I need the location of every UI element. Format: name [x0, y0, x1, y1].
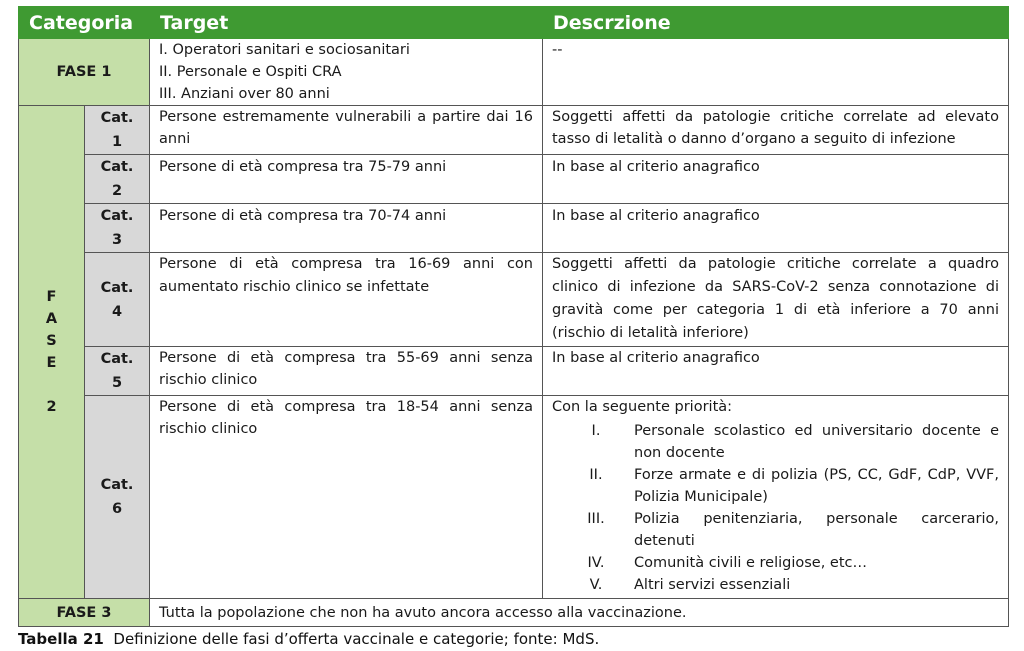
priority-number: II.	[589, 467, 603, 483]
priority-item	[552, 464, 999, 508]
fase1-target-line: I. Operatori sanitari e sociosanitari	[159, 42, 410, 58]
table-row-cat1	[19, 106, 1009, 155]
fase2-letter: E	[46, 355, 57, 371]
cat4-target: Persone di età compresa tra 16-69 anni con aumentato rischio clinico se infettate	[150, 253, 543, 347]
header-target: Target	[150, 7, 543, 39]
fase2-label	[19, 106, 85, 599]
priority-number: III.	[587, 511, 605, 527]
vaccination-phases-table	[18, 6, 1009, 627]
fase1-label: FASE 1	[19, 39, 150, 106]
cat1-target: Persone estremamente vulnerabili a partire dai 16 anni	[150, 106, 543, 155]
cat3-target: Persone di età compresa tra 70-74 anni	[150, 204, 543, 253]
cat5-target: Persone di età compresa tra 55-69 anni senza rischio clinico	[150, 347, 543, 396]
cat-label	[85, 396, 150, 599]
cat-word: Cat.	[100, 110, 134, 126]
cat-label	[85, 155, 150, 204]
cat5-descrizione: In base al criterio anagrafico	[543, 347, 1009, 396]
cat-number: 6	[111, 501, 123, 517]
priority-text: Comunità civili e religiose, etc…	[634, 555, 868, 571]
cat-number: 3	[111, 232, 123, 248]
cat3-descrizione: In base al criterio anagrafico	[543, 204, 1009, 253]
priority-number: I.	[591, 423, 601, 439]
fase3-label: FASE 3	[19, 599, 150, 627]
table-caption	[18, 630, 1008, 648]
caption-label: Tabella 21	[18, 630, 104, 648]
cat-word: Cat.	[100, 208, 134, 224]
caption-text: Definizione delle fasi d’offerta vaccinale e categorie; fonte: MdS.	[113, 630, 600, 648]
priority-number: V.	[589, 577, 603, 593]
cat-label	[85, 347, 150, 396]
cat-word: Cat.	[100, 477, 134, 493]
cat-number: 5	[111, 375, 123, 391]
table-row-fase3	[19, 599, 1009, 627]
table-row-cat3	[19, 204, 1009, 253]
fase3-text: Tutta la popolazione che non ha avuto ancora accesso alla vaccinazione.	[150, 599, 1009, 627]
priority-item	[552, 574, 999, 596]
cat-label	[85, 253, 150, 347]
cat-word: Cat.	[100, 279, 134, 296]
cat2-target: Persone di età compresa tra 75-79 anni	[150, 155, 543, 204]
cat-number: 2	[111, 183, 123, 199]
fase2-number: 2	[46, 399, 57, 415]
header-descrizione: Descrzione	[543, 7, 1009, 39]
cat2-descrizione: In base al criterio anagrafico	[543, 155, 1009, 204]
fase2-letter: A	[45, 311, 58, 327]
cat-label	[85, 106, 150, 155]
table-row-cat4	[19, 253, 1009, 347]
priority-item	[552, 420, 999, 464]
priority-text: Polizia penitenziaria, personale carcerario, detenuti	[634, 511, 999, 549]
cat-word: Cat.	[100, 351, 134, 367]
fase1-target-line: II. Personale e Ospiti CRA	[159, 64, 342, 80]
priority-text: Forze armate e di polizia (PS, CC, GdF, CdP, VVF, Polizia Municipale)	[634, 467, 999, 505]
cat6-descrizione	[543, 396, 1009, 599]
fase1-target	[150, 39, 543, 106]
priority-list	[552, 420, 999, 596]
fase2-letter: S	[46, 333, 57, 349]
table-row-cat5	[19, 347, 1009, 396]
priority-text: Altri servizi essenziali	[634, 577, 791, 593]
cat1-descrizione: Soggetti affetti da patologie critiche correlate ad elevato tasso di letalità o danno d’organo a seguito di infezione	[543, 106, 1009, 155]
priority-number: IV.	[587, 555, 605, 571]
cat6-descrizione-intro: Con la seguente priorità:	[552, 399, 733, 415]
table-row-cat6	[19, 396, 1009, 599]
table-header-row	[19, 7, 1009, 39]
cat4-descrizione: Soggetti affetti da patologie critiche correlate a quadro clinico di infezione da SARS-CoV-2 senza connotazione di gravità come per categoria 1 di età inferiore a 70 anni (rischio di letalità inferiore)	[543, 253, 1009, 347]
cat-label	[85, 204, 150, 253]
cat-number: 4	[111, 303, 123, 320]
header-categoria: Categoria	[19, 7, 150, 39]
fase1-descrizione: --	[543, 39, 1009, 106]
cat-word: Cat.	[100, 159, 134, 175]
fase2-letter: F	[46, 289, 57, 305]
table-row-fase1	[19, 39, 1009, 106]
priority-item	[552, 552, 999, 574]
cat6-target: Persone di età compresa tra 18-54 anni senza rischio clinico	[150, 396, 543, 599]
priority-text: Personale scolastico ed universitario docente e non docente	[634, 423, 999, 461]
cat-number: 1	[111, 134, 123, 150]
priority-item	[552, 508, 999, 552]
table-row-cat2	[19, 155, 1009, 204]
document-table-wrapper	[18, 6, 1008, 648]
fase1-target-line: III. Anziani over 80 anni	[159, 86, 330, 102]
